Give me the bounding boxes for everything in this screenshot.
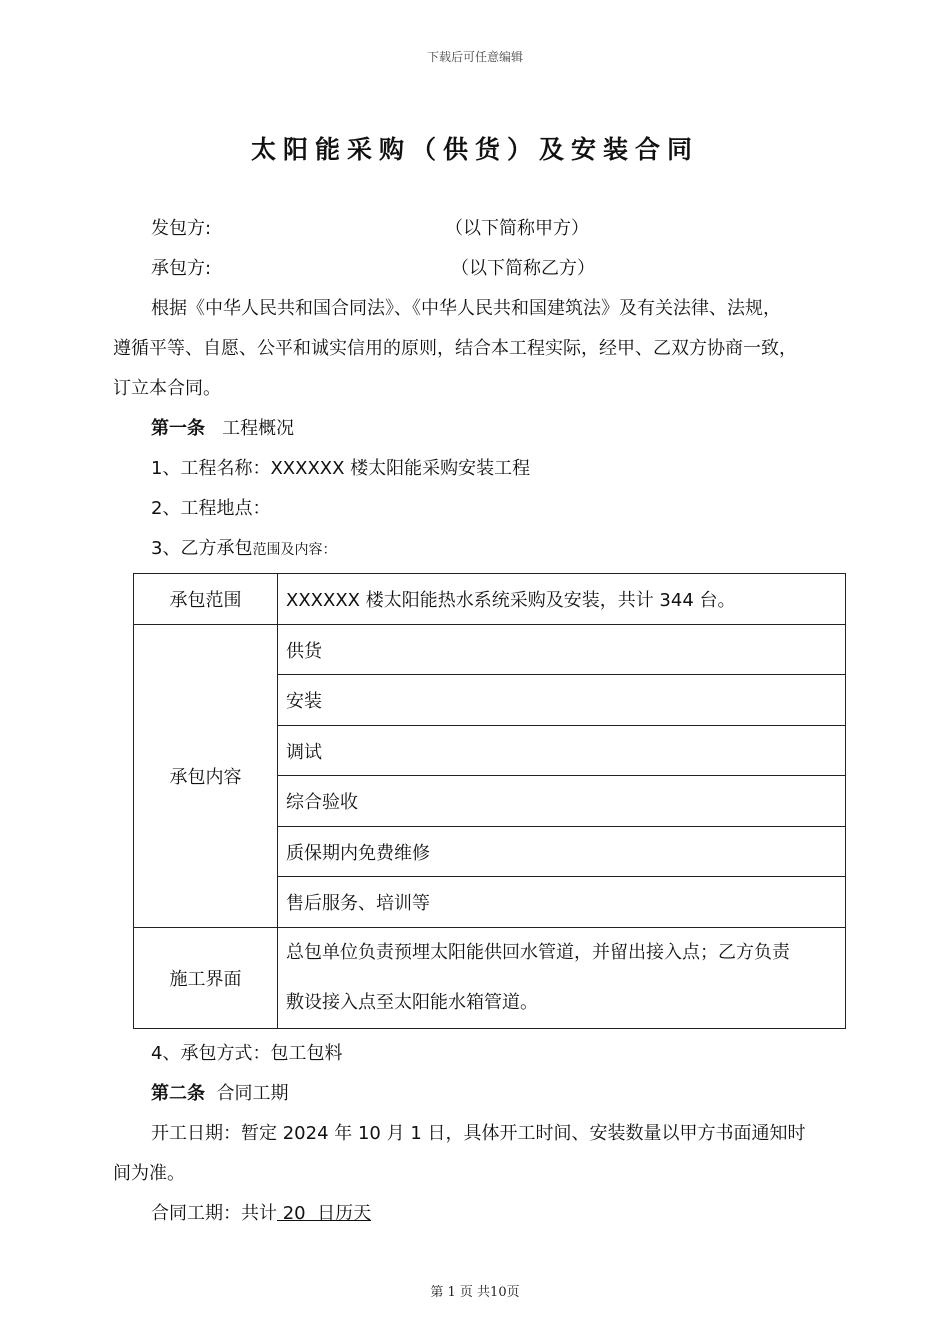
preamble-line: 订立本合同。	[113, 378, 221, 399]
scope-value-cell: XXXXXX 楼太阳能热水系统采购及安装，共计 344 台。	[278, 574, 846, 625]
page-footer: 第 1 页 共10页	[430, 1285, 520, 1300]
article-1-number: 第一条	[151, 418, 205, 439]
article-1-title: 工程概况	[222, 418, 295, 439]
scope-label-cell: 承包范围	[134, 574, 278, 625]
contract-duration	[151, 1202, 371, 1226]
content-item-cell: 供货	[278, 625, 846, 675]
interface-line: 敷设接入点至太阳能水箱管道。	[286, 992, 538, 1013]
page-header-note: 下载后可任意编辑	[426, 50, 523, 64]
content-item-cell: 质保期内免费维修	[278, 827, 846, 877]
table-row	[134, 625, 846, 675]
project-name: 1、工程名称：XXXXXX 楼太阳能采购安装工程	[151, 458, 531, 479]
article-2-number: 第二条	[151, 1083, 205, 1104]
content-item-cell: 综合验收	[278, 776, 846, 827]
content-label-cell: 承包内容	[134, 625, 278, 928]
party-a-label: 发包方:	[151, 218, 212, 239]
start-date-line: 开工日期：暂定 2024 年 10 月 1 日，具体开工时间、安装数量以甲方书面通知时	[151, 1123, 806, 1144]
scope-heading-small: 范围及内容：	[252, 542, 337, 558]
preamble-line: 根据《中华人民共和国合同法》、《中华人民共和国建筑法》及有关法律、法规，	[151, 298, 781, 319]
contract-method: 4、承包方式：包工包料	[151, 1043, 343, 1064]
party-a-note: （以下简称甲方）	[445, 218, 589, 239]
scope-table	[133, 573, 846, 1029]
article-2-title: 合同工期	[216, 1083, 289, 1104]
project-location: 2、工程地点：	[151, 498, 271, 519]
start-date-line: 间为准。	[113, 1163, 185, 1184]
scope-heading-main: 3、乙方承包	[151, 538, 253, 559]
contract-scope-heading	[151, 537, 336, 562]
preamble-line: 遵循平等、自愿、公平和诚实信用的原则，结合本工程实际，经甲、乙双方协商一致，	[113, 338, 797, 359]
interface-label-cell: 施工界面	[134, 928, 278, 1029]
document-title: 太阳能采购（供货）及安装合同	[250, 135, 699, 164]
party-b-label: 承包方:	[151, 258, 212, 279]
interface-value-cell	[278, 928, 846, 1029]
article-2-heading	[151, 1082, 288, 1106]
interface-line: 总包单位负责预埋太阳能供回水管道，并留出接入点；乙方负责	[286, 942, 790, 963]
table-row	[134, 928, 846, 1029]
table-row	[134, 574, 846, 625]
article-1-heading	[151, 417, 294, 441]
duration-label: 合同工期：共计	[151, 1203, 277, 1224]
party-b-note: （以下简称乙方）	[451, 258, 595, 279]
duration-value: 20 日历天	[277, 1203, 372, 1224]
content-item-cell: 安装	[278, 675, 846, 726]
content-item-cell: 售后服务、培训等	[278, 877, 846, 928]
content-item-cell: 调试	[278, 726, 846, 776]
